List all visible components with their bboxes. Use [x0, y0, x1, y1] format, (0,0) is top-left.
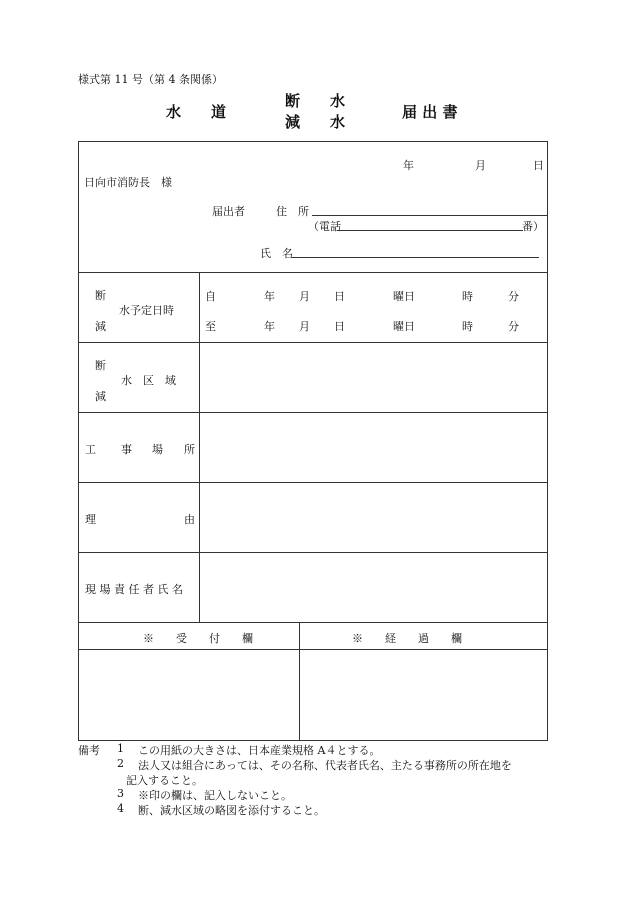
date-year: 年: [403, 159, 414, 172]
schedule-from-month: 月: [299, 290, 310, 303]
form-number: 様式第 11 号（第 4 条関係）: [78, 73, 223, 86]
phone-open: （電話: [308, 220, 341, 233]
name-field[interactable]: [292, 257, 539, 258]
note-text: この用紙の大きさは、日本産業規格 A４とする。: [138, 744, 381, 757]
site-label-1: 工: [85, 443, 96, 456]
applicant-label: 届出者: [212, 205, 245, 218]
recipient: 日向市消防長 様: [84, 176, 172, 189]
schedule-from-year: 年: [264, 290, 275, 303]
date-day: 日: [533, 159, 544, 172]
phone-close: 番）: [522, 220, 544, 233]
schedule-from-hour: 時: [462, 290, 473, 303]
note-number: 3: [117, 787, 124, 800]
reason-input[interactable]: [200, 483, 547, 551]
row-divider: [78, 272, 548, 273]
area-label-top: 断: [95, 359, 106, 372]
site-input[interactable]: [200, 413, 547, 481]
address-field[interactable]: [312, 215, 547, 216]
progress-header: ※ 経 過 欄: [352, 632, 462, 645]
date-month: 月: [475, 159, 486, 172]
area-input[interactable]: [200, 343, 547, 411]
note-text-continued: 記入すること。: [126, 774, 203, 787]
title-reduce: 減 水: [285, 113, 346, 131]
site-label-4: 所: [184, 443, 195, 456]
schedule-from: 自: [205, 290, 216, 303]
reason-label-1: 理: [85, 513, 96, 526]
reason-label-2: 由: [184, 513, 195, 526]
schedule-label-mid: 水予定日時: [119, 304, 174, 317]
schedule-label-bottom: 減: [95, 320, 106, 333]
reception-area: [79, 650, 298, 740]
note-number: 1: [117, 742, 124, 755]
title-water: 水 道: [166, 103, 227, 121]
schedule-to-day: 日: [334, 320, 345, 333]
area-label-mid: 水 区 域: [121, 374, 176, 387]
area-label-bottom: 減: [95, 390, 106, 403]
address-label: 住 所: [276, 205, 309, 218]
title-notification: 届 出 書: [402, 103, 458, 121]
note-text: 法人又は組合にあっては、その名称、代表者氏名、主たる事務所の所在地を: [138, 759, 512, 772]
note-text: 断、減水区域の略図を添付すること。: [138, 804, 325, 817]
title-cutoff: 断 水: [285, 92, 346, 110]
progress-area: [300, 650, 547, 740]
schedule-from-weekday: 曜日: [393, 290, 415, 303]
schedule-to-hour: 時: [462, 320, 473, 333]
schedule-label-top: 断: [95, 289, 106, 302]
schedule-to-month: 月: [299, 320, 310, 333]
row-divider: [78, 622, 548, 623]
schedule-to-minute: 分: [508, 320, 519, 333]
reception-header: ※ 受 付 欄: [143, 632, 253, 645]
schedule-to: 至: [205, 320, 216, 333]
phone-field[interactable]: [337, 230, 523, 231]
schedule-to-year: 年: [264, 320, 275, 333]
manager-label: 現 場 責 任 者 氏 名: [85, 583, 183, 596]
site-label-2: 事: [121, 443, 132, 456]
note-number: 2: [117, 757, 124, 770]
site-label-3: 場: [152, 443, 163, 456]
manager-input[interactable]: [200, 553, 547, 621]
schedule-from-day: 日: [334, 290, 345, 303]
name-label: 氏 名: [260, 247, 293, 260]
note-text: ※印の欄は、記入しないこと。: [138, 789, 292, 802]
schedule-to-weekday: 曜日: [393, 320, 415, 333]
schedule-from-minute: 分: [508, 290, 519, 303]
notes-heading: 備考: [78, 744, 100, 757]
note-number: 4: [117, 802, 124, 815]
